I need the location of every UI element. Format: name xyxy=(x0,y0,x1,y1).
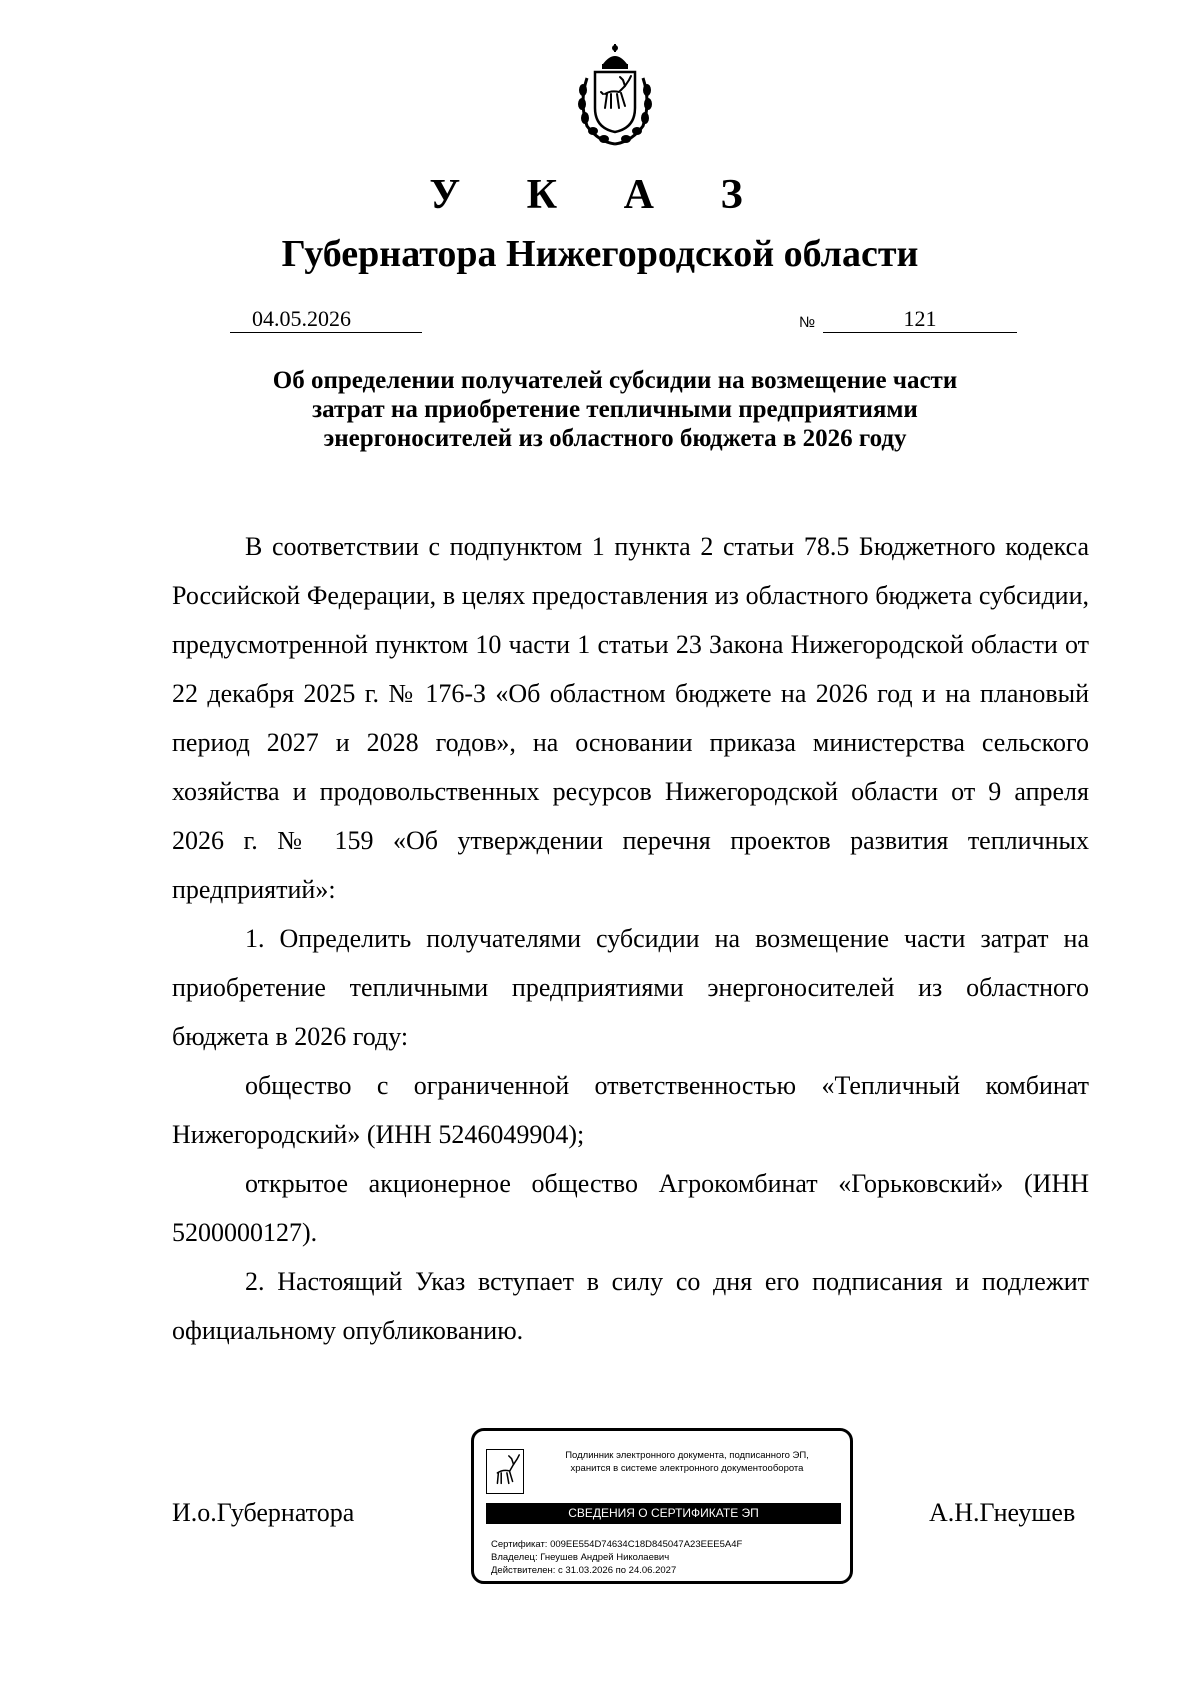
stamp-note xyxy=(534,1449,840,1475)
document-body xyxy=(172,522,1089,1355)
certificate-serial: Сертификат: 009EE554D74634C18D845047A23EEE5A4F xyxy=(491,1539,743,1550)
subject-line: энергоносителей из областного бюджета в 2026 году xyxy=(323,425,907,452)
recipient-1-paragraph: общество с ограниченной ответственностью «Тепличный комбинат Нижегородский» (ИНН 5246049904); xyxy=(172,1071,1089,1149)
nizhny-novgorod-coat-of-arms-icon xyxy=(573,42,657,148)
date-field xyxy=(230,306,422,333)
item-2-paragraph: 2. Настоящий Указ вступает в силу со дня его подписания и подлежит официальному опубликованию. xyxy=(172,1267,1089,1345)
document-subject xyxy=(0,366,1200,453)
document-type-title: У К А З xyxy=(429,172,771,218)
deer-emblem-icon xyxy=(486,1449,524,1494)
certificate-owner: Владелец: Гнеушев Андрей Николаевич xyxy=(491,1552,670,1563)
item-1-paragraph: 1. Определить получателями субсидии на возмещение части затрат на приобретение тепличными предприятиями энергоносителей из областного бюджета в 2026 году: xyxy=(172,924,1089,1051)
issuing-authority: Губернатора Нижегородской области xyxy=(281,233,919,275)
certificate-details xyxy=(491,1538,742,1577)
document-date: 04.05.2026 xyxy=(252,306,351,331)
recipient-2-paragraph: открытое акционерное общество Агрокомбинат «Горьковский» (ИНН 5200000127). xyxy=(172,1169,1089,1247)
certificate-validity: Действителен: с 31.03.2026 по 24.06.2027 xyxy=(491,1565,677,1576)
stamp-note-line: Подлинник электронного документа, подписанного ЭП, xyxy=(565,1450,809,1461)
preamble-paragraph: В соответствии с подпунктом 1 пункта 2 статьи 78.5 Бюджетного кодекса Российской Федерации, в целях предоставления из областного бюджета субсидии, предусмотренной пунктом 10 части 1 статьи 23 Закона Нижегородской области от 22 декабря 2025 г. № 176-З «Об областном бюджете на 2026 год и на плановый период 2027 и 2028 годов», на основании приказа министерства сельского хозяйства и продовольственных ресурсов Нижегородской области от 9 апреля 2026 г. № 159 «Об утверждении перечня проектов развития тепличных предприятий»: xyxy=(172,532,1089,904)
stamp-note-line: хранится в системе электронного документооборота xyxy=(570,1463,804,1474)
certificate-header: СВЕДЕНИЯ О СЕРТИФИКАТЕ ЭП xyxy=(486,1503,841,1524)
document-number: 121 xyxy=(903,306,937,331)
signatory-title: И.о.Губернатора xyxy=(172,1498,355,1527)
number-sign: № xyxy=(799,314,816,331)
signatory-name: А.Н.Гнеушев xyxy=(929,1498,1076,1527)
subject-line: затрат на приобретение тепличными предприятиями xyxy=(312,396,918,423)
e-signature-stamp xyxy=(471,1428,853,1584)
subject-line: Об определении получателей субсидии на возмещение части xyxy=(272,367,958,394)
number-field xyxy=(823,306,1017,333)
